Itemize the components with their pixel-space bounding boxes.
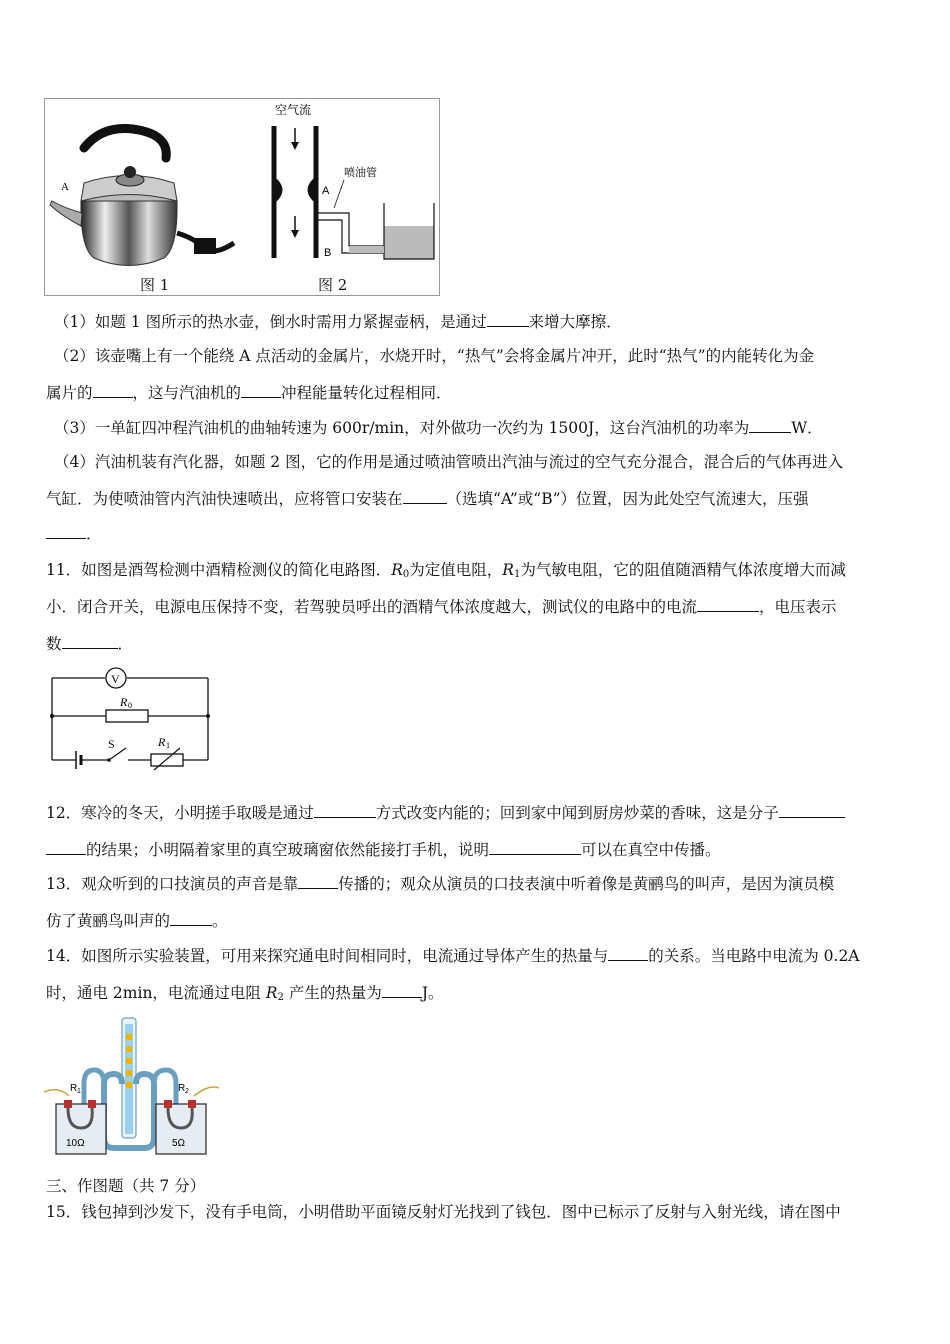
circuit-diagram <box>46 662 216 774</box>
circuit-R1-sub: 1 <box>166 741 170 750</box>
q11-R0-symbol: R <box>391 561 403 579</box>
answer-blank <box>93 383 133 398</box>
q11-line3 <box>46 634 133 654</box>
air-flow-label: 空气流 <box>275 103 312 117</box>
q11-text-l3b: ． <box>117 635 134 653</box>
q14-R2-symbol: R <box>265 984 278 1002</box>
q11-line2 <box>46 597 837 617</box>
q10-part4-line3 <box>46 524 102 544</box>
fig-R2-label: R <box>178 1083 186 1094</box>
answer-blank <box>489 840 581 855</box>
q14-line1 <box>46 946 860 966</box>
answer-blank <box>403 489 447 504</box>
fig-R1-sub: 1 <box>77 1088 81 1095</box>
q12-text-b: 方式改变内能的；回到家中闻到厨房炒菜的香味，这是分子 <box>375 804 779 822</box>
q11-R0-subscript: 0 <box>402 569 410 580</box>
heating-experiment-figure <box>44 1014 219 1158</box>
q10-p1-text-b: 来增大摩擦． <box>528 313 622 331</box>
heating-experiment-drawing <box>44 1014 219 1158</box>
answer-blank <box>170 911 212 926</box>
q14-text-l2a: 时，通电 2min，电流通过电阻 <box>46 984 266 1002</box>
answer-blank <box>46 524 86 539</box>
q10-part2-line1: （2）该壶嘴上有一个能绕 A 点活动的金属片，水烧开时，“热气”会将金属片冲开，此时“热气”的内能转化为金 <box>54 347 815 365</box>
answer-blank <box>241 383 281 398</box>
label-B: B <box>324 247 332 259</box>
figure1-caption: 图 1 <box>140 276 170 294</box>
section3-title: 三、作图题（共 7 分） <box>46 1177 206 1195</box>
fig-R1-value: 10Ω <box>66 1138 85 1149</box>
q10-p3-text-a: （3）一单缸四冲程汽油机的曲轴转速为 600r/min，对外做功一次约为 1500J，这台汽油机的功率为 <box>54 419 750 437</box>
q10-p3-text-b: W． <box>791 419 823 437</box>
kettle-label-A: A <box>61 181 69 193</box>
q11-text-a: 11．如图是酒驾检测中酒精检测仪的简化电路图． <box>46 561 392 579</box>
answer-blank <box>487 312 529 327</box>
q13-line2 <box>46 911 228 931</box>
q11-text-l3a: 数 <box>46 635 62 653</box>
nozzle-label: 喷油管 <box>344 166 377 179</box>
fig-R2-value: 5Ω <box>172 1138 186 1149</box>
q10-part3 <box>54 418 823 438</box>
answer-blank <box>46 840 86 855</box>
fig-R2-sub: 2 <box>185 1088 189 1095</box>
circuit-R0-sub: 0 <box>128 701 132 710</box>
answer-blank <box>382 983 422 998</box>
q14-line2 <box>46 983 444 1008</box>
q15-line1: 15．钱包掉到沙发下，没有手电筒，小明借助平面镜反射灯光找到了钱包．图中已标示了反射与入射光线，请在图中 <box>46 1203 841 1221</box>
circuit-drawing <box>46 662 216 774</box>
carburetor-diagram <box>274 102 434 259</box>
q11-text-l2b: ，电压表示 <box>759 598 837 616</box>
q11-text-b: 为定值电阻， <box>409 561 503 579</box>
answer-blank <box>298 874 338 889</box>
q14-text-l2b: 产生的热量为 <box>283 984 382 1002</box>
q14-text-a: 14．如图所示实验装置，可用来探究通电时间相同时，电流通过导体产生的热量与 <box>46 947 609 965</box>
q10-p2-text-c: ，这与汽油机的 <box>132 384 242 402</box>
kettle-carburetor-drawing <box>44 98 440 296</box>
circuit-R1-label: R <box>158 735 166 749</box>
q14-R2-subscript: 2 <box>277 992 284 1003</box>
figure2-caption: 图 2 <box>318 276 348 294</box>
q14-text-b: 的关系。当电路中电流为 0.2A <box>648 947 860 965</box>
q11-R1-symbol: R <box>502 561 514 579</box>
answer-blank <box>697 597 759 612</box>
voltmeter-label: V <box>111 672 120 686</box>
q13-text-l2a: 仿了黄鹂鸟叫声的 <box>46 912 171 930</box>
q11-R1-subscript: 1 <box>513 569 521 580</box>
q11-line1 <box>46 560 846 585</box>
q10-p4-text-c: （选填“A”或“B”）位置，因为此处空气流速大，压强 <box>446 490 809 508</box>
answer-blank <box>779 803 845 818</box>
q10-p4-text-b: 气缸．为使喷油管内汽油快速喷出，应将管口安装在 <box>46 490 403 508</box>
q11-text-l2a: 小．闭合开关，电源电压保持不变，若驾驶员呼出的酒精气体浓度越大，测试仪的电路中的电流 <box>46 598 698 616</box>
q13-text-b: 传播的；观众从演员的口技表演中听着像是黄鹂鸟的叫声，是因为演员模 <box>338 875 835 893</box>
kettle-image <box>50 128 234 265</box>
q10-part4-line1: （4）汽油机装有汽化器，如题 2 图，它的作用是通过喷油管喷出汽油与流过的空气充分混合，混合后的气体再进入 <box>54 453 844 471</box>
switch-label: S <box>108 737 115 751</box>
q11-text-c: 为气敏电阻，它的阻值随酒精气体浓度增大而减 <box>520 561 846 579</box>
q12-text-l2b: 可以在真空中传播。 <box>581 841 721 859</box>
q14-text-l2c: J。 <box>421 984 444 1002</box>
q10-part1 <box>54 312 622 332</box>
figure-kettle-carburetor <box>44 98 440 296</box>
q13-text-l2b: 。 <box>212 912 228 930</box>
q10-part2-line2 <box>46 383 452 403</box>
q12-line2 <box>46 840 721 860</box>
answer-blank <box>608 946 648 961</box>
circuit-R0-label: R <box>120 695 128 709</box>
q10-p4-text-d: ． <box>86 525 102 543</box>
q12-text-l2a: 的结果；小明隔着家里的真空玻璃窗依然能接打手机，说明 <box>86 841 490 859</box>
q10-p1-text-a: （1）如题 1 图所示的热水壶，倒水时需用力紧握壶柄，是通过 <box>54 313 487 331</box>
q12-text-a: 12．寒冷的冬天，小明搓手取暖是通过 <box>46 804 314 822</box>
answer-blank <box>62 634 118 649</box>
answer-blank <box>749 418 791 433</box>
label-A: A <box>322 185 330 197</box>
q13-text-a: 13．观众听到的口技演员的声音是靠 <box>46 875 299 893</box>
q10-p2-text-b: 属片的 <box>46 384 93 402</box>
answer-blank <box>314 803 376 818</box>
q12-line1 <box>46 803 845 823</box>
q10-part4-line2 <box>46 489 809 509</box>
q10-p2-text-d: 冲程能量转化过程相同． <box>281 384 452 402</box>
fig-R1-label: R <box>70 1083 78 1094</box>
q13-line1 <box>46 874 834 894</box>
